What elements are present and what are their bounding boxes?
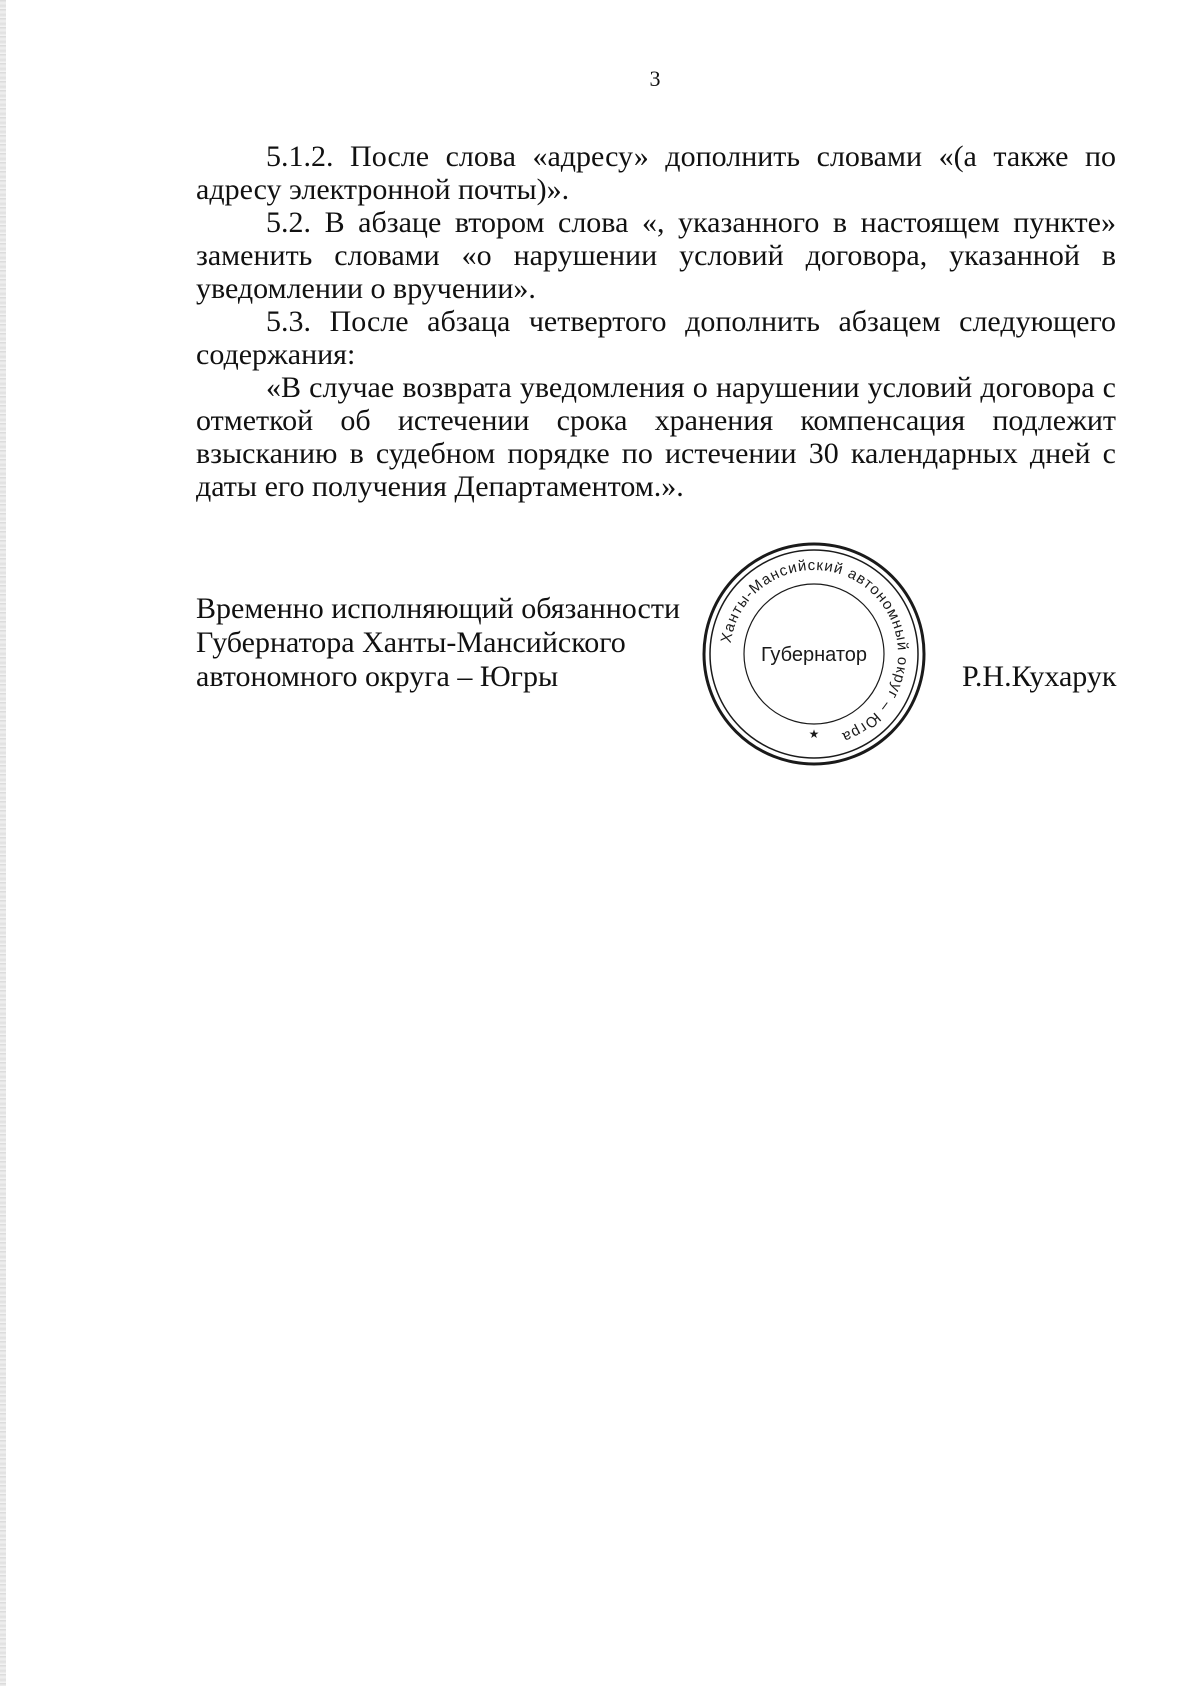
signature-title-line: Губернатора Ханты-Мансийского xyxy=(196,626,626,659)
signature-title-line: автономного округа – Югры xyxy=(196,660,559,693)
official-seal-stamp xyxy=(700,540,928,768)
document-body xyxy=(196,140,1116,503)
signature-title xyxy=(196,592,716,694)
paragraph-quoted-addition: «В случае возврата уведомления о нарушении условий договора с отметкой об истечении срока хранения компенсация подлежит взысканию в судебном порядке по истечении 30 календарных дней с даты его получения Департаментом.». xyxy=(196,371,1116,503)
signer-name: Р.Н.Кухарук xyxy=(962,660,1117,693)
paragraph-5-3: 5.3. После абзаца четвертого дополнить абзацем следующего содержания: xyxy=(196,305,1116,371)
stamp-ring-text: Ханты-Мансийский автономный округ – Югра xyxy=(717,556,912,746)
signature-title-line: Временно исполняющий обязанности xyxy=(196,592,681,625)
page-number: 3 xyxy=(649,66,661,91)
scan-edge xyxy=(0,0,6,1686)
paragraph-5-2: 5.2. В абзаце втором слова «, указанного в настоящем пункте» заменить словами «о нарушении условий договора, указанной в уведомлении о вручении». xyxy=(196,206,1116,305)
paragraph-5-1-2: 5.1.2. После слова «адресу» дополнить словами «(а также по адресу электронной почты)». xyxy=(196,140,1116,206)
stamp-star-mark: ★ xyxy=(808,727,820,741)
stamp-center-text: Губернатор xyxy=(760,644,868,666)
